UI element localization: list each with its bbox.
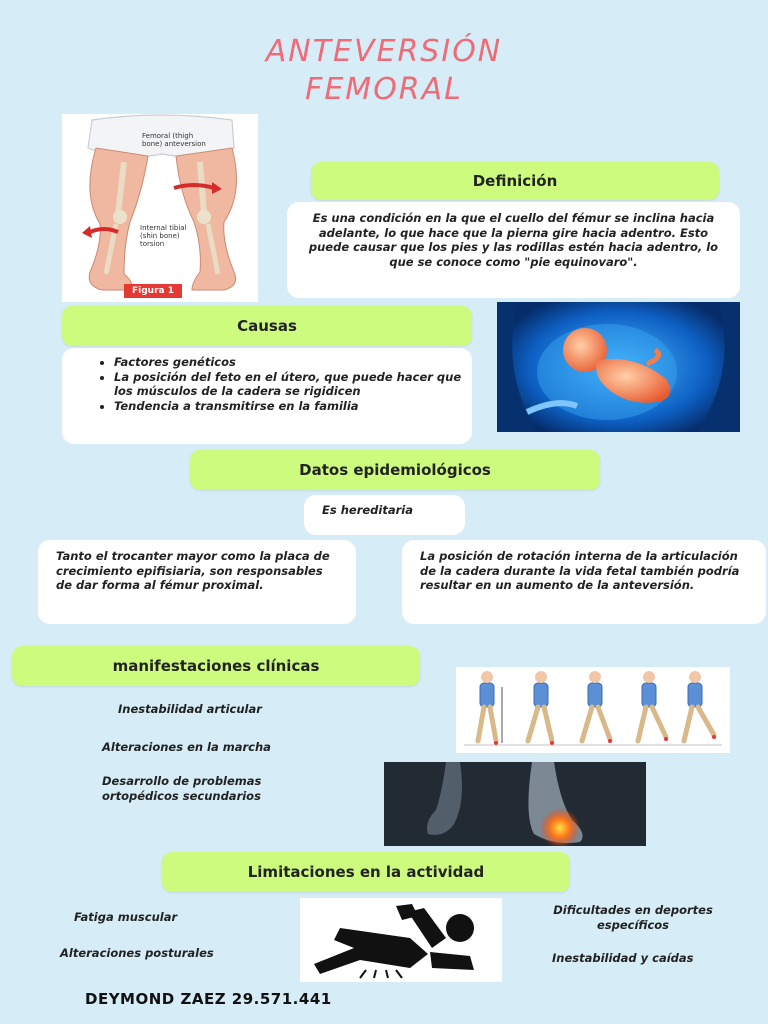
gait-sequence-image bbox=[456, 667, 730, 753]
trochanter-text: Tanto el trocanter mayor como la placa de crecimiento epifisiaria, son responsables de dar forma al fémur proximal. bbox=[56, 549, 330, 592]
limitation-item-fatigue: Fatiga muscular bbox=[74, 910, 178, 924]
limitations-heading: Limitaciones en la actividad bbox=[162, 852, 570, 892]
hereditary-text: Es hereditaria bbox=[322, 503, 413, 517]
page-title-line1: ANTEVERSIÓN bbox=[265, 34, 503, 69]
limitation-item-sports: Dificultades en deportes específicos bbox=[553, 903, 713, 932]
tibial-label: Internal tibial (shin bone) torsion bbox=[140, 224, 187, 248]
leg-anteversion-figure bbox=[62, 114, 258, 302]
list-item: • Factores genéticos bbox=[114, 355, 464, 370]
trochanter-card bbox=[38, 540, 356, 624]
fetus-in-womb-image bbox=[497, 302, 740, 432]
page-title-line2: FEMORAL bbox=[305, 72, 463, 107]
definition-text: Es una condición en la que el cuello del fémur se inclina hacia adelante, lo que hace que la pierna gire hacia adentro. Esto puede causar que los pies y las rodillas estén hacia adentro, lo que se conoce como "pie equinovaro". bbox=[308, 211, 719, 269]
falling-person-icon bbox=[300, 898, 502, 982]
femoral-label: Femoral (thigh bone) anteversion bbox=[142, 132, 206, 148]
clinical-item-orthopedic: Desarrollo de problemas ortopédicos secundarios bbox=[102, 774, 262, 803]
list-item: • La posición del feto en el útero, que puede hacer que los músculos de la cadera se rigidicen bbox=[114, 370, 464, 399]
limitation-item-posture: Alteraciones posturales bbox=[60, 946, 214, 960]
limitation-item-falls: Inestabilidad y caídas bbox=[552, 951, 694, 965]
figure-caption: Figura 1 bbox=[124, 284, 182, 298]
fetal-rotation-card bbox=[402, 540, 766, 624]
definition-heading: Definición bbox=[311, 162, 719, 200]
hereditary-card bbox=[304, 495, 465, 535]
epidemiology-heading: Datos epidemiológicos bbox=[190, 450, 600, 490]
fetal-rotation-text: La posición de rotación interna de la articulación de la cadera durante la vida fetal también podría resultar en un aumento de la anteversión. bbox=[420, 549, 740, 592]
foot-pain-image bbox=[384, 762, 646, 846]
causes-list bbox=[78, 355, 464, 413]
definition-card bbox=[287, 202, 740, 298]
list-item: • Tendencia a transmitirse en la familia bbox=[114, 399, 464, 414]
causes-heading: Causas bbox=[62, 306, 472, 346]
author-credit: DEYMOND ZAEZ 29.571.441 bbox=[85, 990, 332, 1008]
clinical-item-instability: Inestabilidad articular bbox=[118, 702, 262, 716]
clinical-heading: manifestaciones clínicas bbox=[12, 646, 420, 686]
clinical-item-gait: Alteraciones en la marcha bbox=[102, 740, 271, 754]
causes-card bbox=[62, 348, 472, 444]
